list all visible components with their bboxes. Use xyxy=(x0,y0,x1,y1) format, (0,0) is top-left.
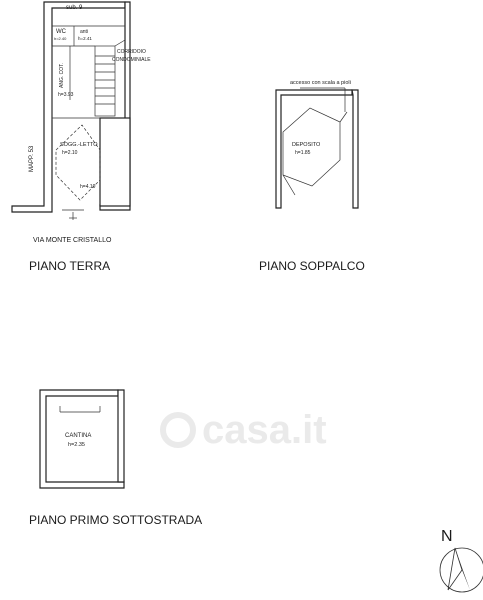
label-anti-height: h=2.41 xyxy=(78,36,92,41)
mezzanine-walls xyxy=(276,90,352,208)
north-arrow-icon xyxy=(440,548,483,592)
label-storage: DEPOSITO xyxy=(292,142,321,148)
ground-floor-plan xyxy=(12,2,151,244)
basement-plan xyxy=(40,390,124,488)
label-ang-cot: ANG. COT. xyxy=(59,62,65,88)
mezzanine-plan xyxy=(276,80,358,208)
label-wc-height: h=2.40 xyxy=(54,36,67,41)
label-corridor-1: CORRIDOIO xyxy=(117,49,146,55)
north-arrow xyxy=(440,528,483,592)
title-ground-floor: PIANO TERRA xyxy=(29,259,111,273)
label-h410: h=4.10 xyxy=(80,184,96,190)
label-bedroom: SOGG.-LETTO xyxy=(60,142,98,148)
label-cellar: CANTINA xyxy=(65,433,92,439)
label-sub: sub. 9 xyxy=(66,5,83,11)
label-anti: anti xyxy=(80,29,89,35)
label-h235: h=2.35 xyxy=(68,442,85,448)
watermark-logo xyxy=(160,398,330,462)
label-street: VIA MONTE CRISTALLO xyxy=(33,237,112,244)
title-basement: PIANO PRIMO SOTTOSTRADA xyxy=(29,513,203,527)
north-label: N xyxy=(441,528,453,545)
label-access: accesso con scala a pioli xyxy=(290,80,351,86)
label-h185: h=1.85 xyxy=(295,150,311,156)
label-h210: h=2.10 xyxy=(62,150,78,156)
watermark-text: casa.it xyxy=(202,407,327,452)
label-h393: h=3.93 xyxy=(58,92,74,98)
watermark-ring-icon xyxy=(160,412,196,448)
basement-walls xyxy=(40,390,124,488)
label-wc: WC xyxy=(56,29,66,35)
label-corridor-2: CONDOMINIALE xyxy=(112,57,151,63)
title-mezzanine: PIANO SOPPALCO xyxy=(259,259,365,273)
label-mapp: MAPP. 53 xyxy=(29,145,35,172)
